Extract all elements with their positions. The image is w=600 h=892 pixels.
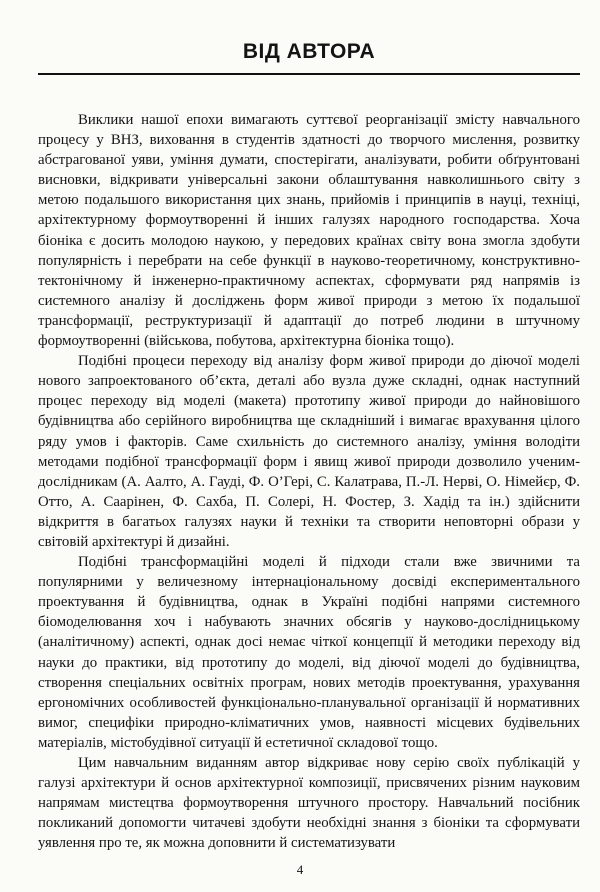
paragraph: Цим навчальним виданням автор відкриває нову серію своїх публікацій у галузі архітектури й основ архітектурної композиції, присвячених різним науковим напрямам мистецтва формоутворення штучного простору. Навчальний посібник покликаний допомогти читачеві здобути необхідні знання з біоніки та сформувати уявлення про те, як можна доповнити й систематизувати <box>38 755 580 852</box>
page-title: ВІД АВТОРА <box>242 40 376 63</box>
heading-block <box>38 40 580 75</box>
body-text <box>38 110 580 853</box>
paragraph: Подібні трансформаційні моделі й підходи стали вже звичними та популярними у величезному інтернаціональному досвіді експериментального проектування й будівництва, однак в Україні подібні напрями системного біомоделювання хоч і набувають значних обсягів у науково-дослідницькому (аналітичному) аспекті, однак досі немає чіткої концепції й методики переходу від науки до практики, від прототипу до моделі, від діючої моделі до будівництва, створення спеціальних освітніх програм, нових методів проектування, урахування ергономічних особливостей функціонально-планувальної організації й нормативних вимог, специфіки природно-кліматичних умов, наявності місцевих будівельних матеріалів, містобудівної ситуації й естетичної складової тощо. <box>38 554 580 751</box>
title-underline <box>38 73 580 75</box>
page-number: 4 <box>296 862 304 877</box>
paragraph: Подібні процеси переходу від аналізу форм живої природи до діючої моделі нового запроектованого об’єкта, деталі або вузла дуже складні, однак наступний процес переходу від моделі (макета) прототипу живої природи до найновішого будівництва або серійного виробництва ще складніший і вимагає врахування цілого ряду умов і факторів. Саме схильність до системного аналізу, уміння володіти методами подібної трансформації форм і явищ живої природи дозволило ученим-дослідникам (А. Аалто, А. Гауді, Ф. О’Гері, С. Калатрава, П.-Л. Нерві, О. Німейєр, Ф. Отто, А. Саарінен, Ф. Сахба, П. Солері, Н. Фостер, З. Хадід та ін.) здійснити відкриття в багатьох галузях науки й техніки та створити неповторні образи у світовій архітектурі й дизайні. <box>38 353 580 550</box>
paragraph: Виклики нашої епохи вимагають суттєвої реорганізації змісту навчального процесу у ВНЗ, виховання в студентів здатності до творчого мислення, розвитку абстрагованої уяви, уміння думати, спостерігати, аналізувати, робити обґрунтовані висновки, відкривати універсальні закони облаштування навколишнього світу з метою подальшого використання цих знань, прийомів і принципів в науці, техніці, архітектурному формоутворенні й інших галузях народного господарства. Хоча біоніка є досить молодою наукою, у передових країнах світу вона змогла здобути популярність і перебрати на себе функції в науково-теоретичному, конструктивно-тектонічному й інженерно-практичному аспектах, сформувати ряд напрямів із системного аналізу й досліджень форм живої природи з метою їх подальшої трансформації, реструктуризації й адаптації до потреб людини в штучному формоутворенні (військова, побутова, архітектурна біоніка тощо). <box>38 112 580 350</box>
